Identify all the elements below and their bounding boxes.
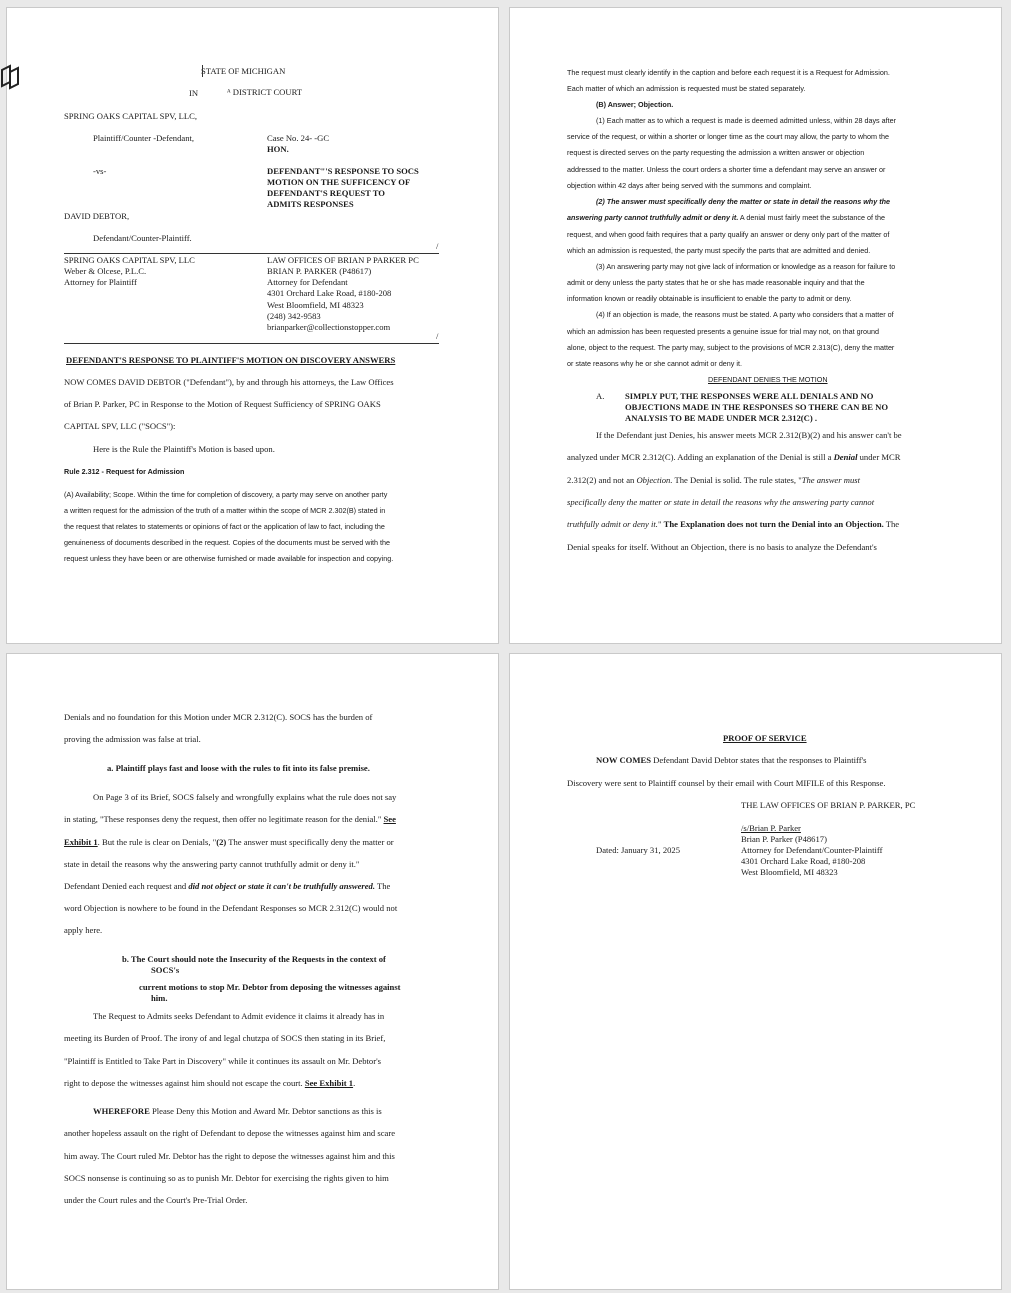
doc-title-line-1: DEFENDANT"'S RESPONSE TO SOCS [267,166,419,176]
body-line: word Objection is nowhere to be found in the Defendant Responses so MCR 2.312(C) would not [64,903,398,913]
slash-mark: / [436,241,439,251]
body-text: . But the rule is clear on Denials, " [97,837,217,847]
copilot-icon[interactable] [0,62,28,96]
rule-b2-line: request, and when good faith requires that a party qualify an answer or deny only part of the matter of [567,230,890,239]
rule-b1-line: service of the request, or within a shorter or longer time as the court may allow, the party to whom the [567,132,889,141]
signature: /s/Brian P. Parker [741,823,801,833]
rule-text-line: The request must clearly identify in the caption and before each request it is a Request for Admission. [567,68,890,77]
body-emphasis: The Explanation does not turn the Denial into an Objection. [663,519,884,529]
caption-court-in: IN [189,88,199,98]
rule-a-line: genuineness of documents described in the request. Copies of the documents must be served with the [64,538,391,547]
body-text: Defendant David Debtor states that the responses to Plaintiff's [651,755,867,765]
body-emphasis: Denial [833,452,858,462]
plaintiff-name: SPRING OAKS CAPITAL SPV, LLC, [64,111,198,121]
body-emphasis: (2) [216,837,227,847]
rule-b3-line: (3) An answering party may not give lack of information or knowledge as a reason for failure to [596,262,896,271]
body-line [93,1106,382,1117]
defendant-name: DAVID DEBTOR, [64,211,130,221]
rule-a-line: a written request for the admission of the truth of a matter within the scope of MCR 2.302(B) stated in [64,506,386,515]
body-line [64,1078,355,1089]
service-date: Dated: January 31, 2025 [596,845,681,855]
caption-court: ᴬ DISTRICT COURT [227,87,303,97]
defendant-attorney-line: West Bloomfield, MI 48323 [267,300,364,310]
rule-b2-rest: A denial must fairly meet the substance of the [738,213,885,222]
rule-b1-line: request is directed serves on the party requesting the admission a written answer or objection [567,148,865,157]
rule-b4-line: or state reasons why he or she cannot admit or deny it. [567,359,742,368]
body-emphasis: did not object or state it can't be truthfully answered. [188,881,375,891]
rule-text-line: Each matter of which an admission is requested must be stated separately. [567,84,806,93]
exhibit-link[interactable]: See Exhibit 1 [304,1078,354,1088]
plaintiff-attorney-line: SPRING OAKS CAPITAL SPV, LLC [64,255,195,265]
signature-block-line: 4301 Orchard Lake Road, #180-208 [741,856,866,866]
body-line: state in detail the reasons why the answering party cannot truthfully admit or deny it." [64,859,360,869]
body-text: 2.312(2) and not an [567,475,637,485]
rule-b2-line [567,212,885,223]
intro-line: CAPITAL SPV, LLC ("SOCS"): [64,421,176,431]
rule-b4-line: which an admission has been requested presents a genuine issue for trial may not, on that ground [567,327,880,336]
plaintiff-attorney-line: Weber & Olcese, P.L.C. [64,266,147,276]
body-line: apply here. [64,925,103,935]
rule-a-line: request unless they have been or are otherwise furnished or made available for inspection and copying. [64,554,394,563]
slash-mark: / [436,331,439,341]
now-comes-label: NOW COMES [596,755,651,765]
text-cursor [202,65,203,77]
body-line [64,881,390,892]
body-line: If the Defendant just Denies, his answer meets MCR 2.312(B)(2) and his answer can't be [596,430,902,440]
caption-vs: -vs- [93,166,107,176]
body-line: Denial speaks for itself. Without an Objection, there is no basis to analyze the Defendant's [567,542,877,552]
rule-a-line: the request that relates to statements or opinions of fact or the application of law to fact, including the [64,522,385,531]
exhibit-link[interactable]: Exhibit 1 [64,837,98,847]
point-b-heading: b. The Court should note the Insecurity of the Requests in the context of [122,954,386,964]
body-line: another hopeless assault on the right of Defendant to depose the witnesses against him and scare [64,1128,396,1138]
body-text: in stating, "These responses deny the request, then offer no legitimate reason for the denial." [64,814,384,824]
point-a-line: ANALYSIS TO BE MADE UNDER MCR 2.312(C) . [625,413,818,423]
body-line: proving the admission was false at trial. [64,734,201,744]
plaintiff-attorney-line: Attorney for Plaintiff [64,277,137,287]
defendant-attorney-line: Attorney for Defendant [267,277,348,287]
rule-b2-emphasis: answering party cannot truthfully admit or deny it. [567,213,739,222]
point-a-label: A. [596,391,605,401]
body-emphasis: truthfully admit or deny it. [567,519,658,529]
body-text: analyzed under MCR 2.312(C). Adding an explanation of the Denial is still a [567,452,834,462]
divider [64,343,439,344]
document-page-2 [509,7,1002,644]
rule-b1-line: objection within 42 days after being served with the summons and complaint. [567,181,812,190]
body-emphasis: The answer must [801,475,860,485]
defendant-attorney-line: BRIAN P. PARKER (P48617) [267,266,372,276]
signature-block-line: Attorney for Defendant/Counter-Plaintiff [741,845,883,855]
document-page-1 [6,7,499,644]
body-text: The answer must specifically deny the matter or [226,837,394,847]
defendant-role: Defendant/Counter-Plaintiff. [93,233,192,243]
document-page-3 [6,653,499,1290]
body-line: him away. The Court ruled Mr. Debtor has the right to depose the witnesses against him and this [64,1151,395,1161]
body-line: Denials and no foundation for this Motion under MCR 2.312(C). SOCS has the burden of [64,712,373,722]
point-b-heading: SOCS's [151,965,180,975]
rule-b3-line: information known or readily obtainable is insufficient to enable the party to admit or deny. [567,294,852,303]
rule-title: Rule 2.312 - Request for Admission [64,467,185,476]
intro-line: of Brian P. Parker, PC in Response to the Motion of Request Sufficiency of SPRING OAKS [64,399,381,409]
body-line [64,837,394,848]
body-line: The Request to Admits seeks Defendant to Admit evidence it claims it already has in [93,1011,385,1021]
section-heading: DEFENDANT DENIES THE MOTION [708,375,828,384]
body-line: On Page 3 of its Brief, SOCS falsely and wrongfully explains what the rule does not say [93,792,397,802]
rule-b3-line: admit or deny unless the party states that he or she has made reasonable inquiry and that the [567,278,865,287]
doc-title-line-4: ADMITS RESPONSES [267,199,354,209]
defendant-attorney-line: (248) 342-9583 [267,311,321,321]
body-text: The [883,519,900,529]
divider [64,253,439,254]
body-text: . [353,1078,356,1088]
rule-b4-line: (4) If an objection is made, the reasons must be stated. A party who considers that a matter of [596,310,894,319]
intro-line: NOW COMES DAVID DEBTOR ("Defendant"), by and through his attorneys, the Law Offices [64,377,394,387]
plaintiff-role: Plaintiff/Counter -Defendant, [93,133,195,143]
body-line: "Plaintiff is Entitled to Take Part in Discovery" while it continues its assault on Mr. Debtor's [64,1056,381,1066]
body-line: meeting its Burden of Proof. The irony of and legal chutzpa of SOCS then stating in its Brief, [64,1033,386,1043]
body-text: Defendant Denied each request and [64,881,189,891]
body-text: The Denial is solid. The rule states, " [672,475,802,485]
case-number: Case No. 24- -GC [267,133,330,143]
defendant-email: brianparker@collectionstopper.com [267,322,391,332]
exhibit-link[interactable]: See [383,814,396,824]
body-line [64,814,396,825]
body-line [567,519,899,530]
body-line: SOCS nonsense is continuing so as to punish Mr. Debtor for exercising the rights given to him [64,1173,389,1183]
defendant-attorney-line: 4301 Orchard Lake Road, #180-208 [267,288,392,298]
rule-b-title: (B) Answer; Objection. [596,100,674,109]
signature-block-line: West Bloomfield, MI 48323 [741,867,838,877]
rule-intro: Here is the Rule the Plaintiff's Motion is based upon. [93,444,275,454]
document-page-4 [509,653,1002,1290]
point-a-heading: a. Plaintiff plays fast and loose with the rules to fit into its false premise. [107,763,370,773]
doc-title-line-3: DEFENDANT'S REQUEST TO [267,188,385,198]
point-a-line: SIMPLY PUT, THE RESPONSES WERE ALL DENIALS AND NO [625,391,874,401]
service-line [596,755,866,766]
signature-block-line: Brian P. Parker (P48617) [741,834,827,844]
defendant-attorney-line: LAW OFFICES OF BRIAN P PARKER PC [267,255,419,265]
firm-name: THE LAW OFFICES OF BRIAN P. PARKER, PC [741,800,916,810]
point-a-line: OBJECTIONS MADE IN THE RESPONSES SO THERE CAN BE NO [625,402,889,412]
body-text: under MCR [857,452,901,462]
body-line: specifically deny the matter or state in detail the reasons why the answering party cannot [567,497,875,507]
body-line [567,475,860,486]
caption-state: STATE OF MICHIGAN [201,66,286,76]
point-b-heading: him. [151,993,168,1003]
body-text: right to depose the witnesses against him should not escape the court. [64,1078,305,1088]
body-text: Please Deny this Motion and Award Mr. Debtor sanctions as this is [149,1106,382,1116]
rule-b1-line: addressed to the matter. Unless the court orders a shorter time a defendant may serve an answer or [567,165,886,174]
service-line: Discovery were sent to Plaintiff counsel by their email with Court MIFILE of this Response. [567,778,886,788]
body-text: " [657,519,664,529]
point-b-heading: current motions to stop Mr. Debtor from deposing the witnesses against [139,982,401,992]
rule-b1-line: (1) Each matter as to which a request is made is deemed admitted unless, within 28 days after [596,116,897,125]
doc-title-line-2: MOTION ON THE SUFFICENCY OF [267,177,411,187]
rule-a-line: (A) Availability; Scope. Within the time for completion of discovery, a party may serve on another party [64,490,388,499]
body-text: The [375,881,391,891]
body-line: under the Court rules and the Court's Pre-Trial Order. [64,1195,248,1205]
body-emphasis: Objection. [636,475,673,485]
wherefore-label: WHEREFORE [93,1106,150,1116]
response-heading: DEFENDANT'S RESPONSE TO PLAINTIFF'S MOTION ON DISCOVERY ANSWERS [66,355,396,365]
rule-b2-line: which an admission is requested, the party must specify the parts that are admitted and denied. [567,246,871,255]
proof-of-service-title: PROOF OF SERVICE [723,733,807,743]
rule-b2-lead: (2) The answer must specifically deny the matter or state in detail the reasons why the [596,197,890,206]
rule-b4-line: alone, object to the request. The party may, subject to the provisions of MCR 2.313(C), deny the matter [567,343,895,352]
body-line [567,452,900,463]
judge-hon: HON. [267,144,289,154]
